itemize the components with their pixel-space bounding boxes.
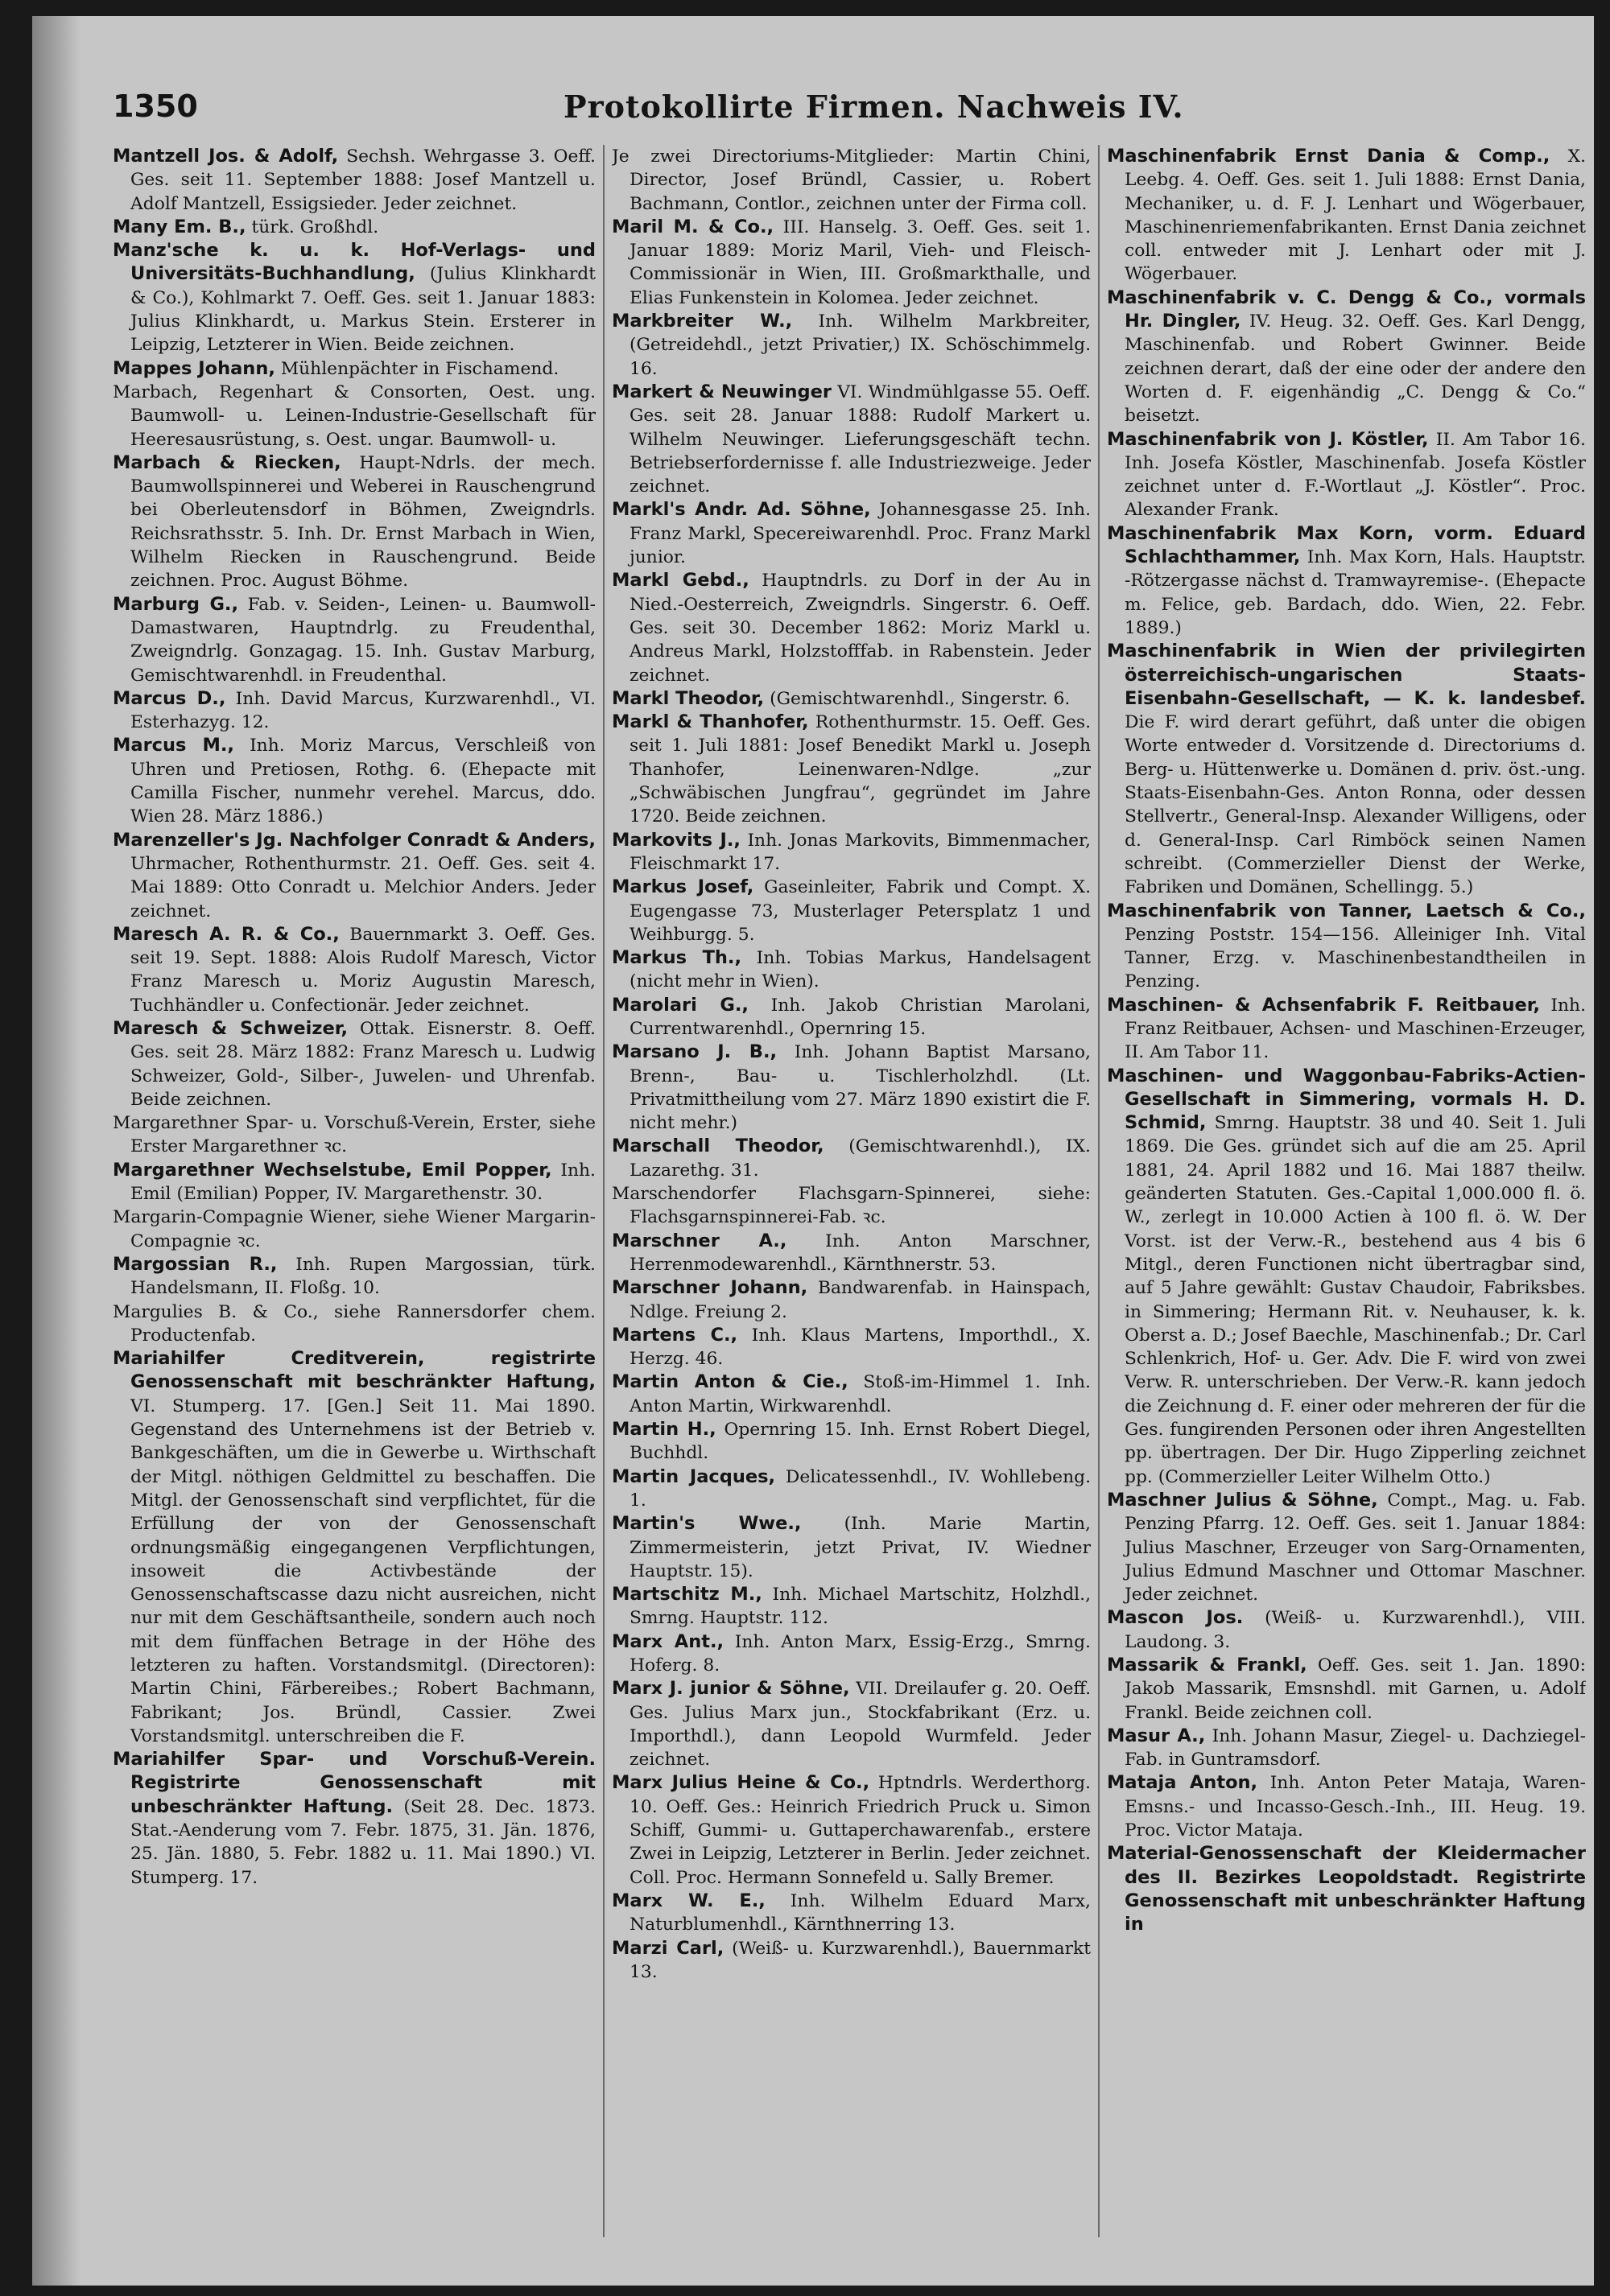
directory-entry [612, 994, 1091, 1041]
entry-details: Hauptndrls. zu Dorf in der Au in Nied.-Oesterreich, Zweigndrls. Singerstr. 6. Oeff. Ges. seit 30. December 1862: Moriz Markl u. Andreus Markl, Holzstofffab. in Rabenstein. Jeder zeichnet. [630, 571, 1091, 686]
directory-entry [612, 1324, 1091, 1371]
entry-details: Inh. Anton Marschner, Herrenmodewarenhdl., Kärnthnerstr. 53. [630, 1230, 1091, 1275]
directory-entry [612, 1465, 1091, 1513]
running-title: Protokollirte Firmen. Nachweis IV. [564, 89, 1184, 125]
entry-details: Johannesgasse 25. Inh. Franz Markl, Specereiwarenhdl. Proc. Franz Markl junior. [630, 500, 1091, 568]
firm-name: Marx W. E., [612, 1890, 766, 1911]
directory-entry [113, 381, 596, 451]
firm-name: Maschinenfabrik v. C. Dengg & Co., vormals Hr. Dingler, [1107, 286, 1586, 332]
firm-name: Margarethner Wechselstube, Emil Popper, [113, 1159, 552, 1181]
entry-details: (Inh. Marie Martin, Zimmermeisterin, jetzt Privat, IV. Wiedner Hauptstr. 15). [630, 1514, 1091, 1581]
entry-details: Inh. Johann Masur, Ziegel- u. Dachziegel-Fab. in Guntramsdorf. [1125, 1725, 1586, 1770]
directory-page [32, 16, 1594, 2286]
entry-details: III. Hanselg. 3. Oeff. Ges. seit 1. Januar 1889: Moriz Maril, Vieh- und Fleisch-Commissionär in Wien, III. Großmarkthalle, und Elias Funkenstein in Kolomea. Jeder zeichnet. [630, 216, 1091, 308]
entry-details: (Weiß- u. Kurzwarenhdl.), VIII. Laudong. 3. [1125, 1608, 1586, 1652]
entry-details: Inh. Klaus Martens, Importhdl., X. Herzg. 46. [630, 1325, 1091, 1370]
directory-entry [612, 1418, 1091, 1465]
firm-name: Maschinen- & Achsenfabrik F. Reitbauer, [1107, 994, 1541, 1016]
directory-entry [113, 1253, 596, 1301]
directory-entry [612, 569, 1091, 686]
column-1 [113, 145, 596, 2253]
directory-entry [1107, 1771, 1586, 1842]
entry-details: Marbach, Regenhart & Consorten, Oest. ung. Baumwoll- u. Leinen-Industrie-Gesellschaft für Heeresausrüstung, s. Oest. ungar. Baumwoll- u. [113, 381, 596, 450]
entry-details: Smrng. Hauptstr. 38 und 40. Seit 1. Juli 1869. Die Ges. gründet sich auf die am 25. April 1881, 24. April 1882 und 16. Mai 1887 theilw. geänderten Statuten. Ges.-Capital 1,000.000 fl. ö. W., zerlegt in 10.000 Actien à 100 fl. ö. W. Der Vorst. ist der Verw.-R., bestehend aus 4 bis 6 Mitgl., deren Functionen nicht übertragbar sind, auf 5 Jahre gewählt: Gustav Chaudoir, Fabriksbes. in Simmering; Hermann Rit. v. Neuhauser, k. k. Oberst a. D.; Josef Baechle, Maschinenfab.; Dr. Carl Schlenkrich, Hof- u. Ger. Adv. Die F. wird von zwei Verw. R. unterschrieben. Der Verw.-R. kann jedoch die Zeichnung d. F. einer oder mehreren der für die Ges. fungirenden Personen oder ihren Angestellten pp. übertragen. Der Dir. Hugo Zipperling zeichnet pp. (Commerzieller Leiter Wilhelm Otto.) [1125, 1113, 1586, 1487]
directory-entry [612, 1182, 1091, 1230]
firm-name: Maresch A. R. & Co., [113, 923, 340, 945]
directory-entry [113, 923, 596, 1017]
entry-details: Hptndrls. Werderthorg. 10. Oeff. Ges.: Heinrich Friedrich Pruck u. Simon Schiff, Gummi- u. Guttaperchawarenfab., erstere Zwei in Leipzig, Letzterer in Berlin. Jeder zeichnet. Coll. Proc. Hermann Sonnefeld u. Sally Bremer. [630, 1773, 1091, 1888]
firm-name: Marburg G., [113, 593, 239, 615]
directory-entry [612, 1771, 1091, 1889]
firm-name: Mantzell Jos. & Adolf, [113, 146, 339, 167]
firm-name: Manz'sche k. u. k. Hof-Verlags- und Universitäts-Buchhandlung, [113, 240, 596, 285]
directory-entry [1107, 994, 1586, 1065]
firm-name: Maschinenfabrik Max Korn, vorm. Eduard Schlachthammer, [1107, 522, 1586, 568]
firm-name: Martin H., [612, 1419, 716, 1441]
entry-details: Margarethner Spar- u. Vorschuß-Verein, Erster, siehe Erster Margarethner ꝛc. [113, 1113, 596, 1157]
entry-details: türk. Großhdl. [246, 216, 379, 237]
firm-name: Massarik & Frankl, [1107, 1655, 1307, 1676]
entry-details: IV. Heug. 32. Oeff. Ges. Karl Dengg, Maschinenfab. und Robert Gwinner. Beide zeichnen derart, daß der eine oder der andere den Worten d. F. eigenhändig „C. Dengg & Co.“ beisetzt. [1125, 311, 1586, 427]
entry-details: (Weiß- u. Kurzwarenhdl.), Bauernmarkt 13. [630, 1938, 1091, 1982]
entry-details: Delicatessenhdl., IV. Wohllebeng. 1. [630, 1466, 1091, 1511]
firm-name: Marschall Theodor, [612, 1136, 824, 1157]
directory-entry [1107, 145, 1586, 286]
firm-name: Marzi Carl, [612, 1937, 724, 1959]
firm-name: Markl Gebd., [612, 570, 749, 592]
directory-entry [612, 216, 1091, 310]
entry-details: (Seit 28. Dec. 1873. Stat.-Aenderung vom 7. Febr. 1875, 31. Jän. 1876, 25. Jän. 1880, 5. Febr. 1882 u. 11. Mai 1890.) VI. Stumperg. 17. [130, 1796, 596, 1888]
directory-entry [612, 1937, 1091, 1985]
directory-entry [113, 239, 596, 357]
directory-entry [1107, 1065, 1586, 1489]
column-3 [1107, 145, 1586, 2253]
entry-details: Sechsh. Wehrgasse 3. Oeff. Ges. seit 11. September 1888: Josef Mantzell u. Adolf Mantzell, Essigsieder. Jeder zeichnet. [130, 146, 596, 214]
firm-name: Maschinen- und Waggonbau-Fabriks-Actien-Gesellschaft in Simmering, vormals H. D. Schmid, [1107, 1065, 1586, 1134]
firm-name: Many Em. B., [113, 216, 246, 237]
directory-entry [113, 1748, 596, 1890]
firm-name: Martin's Wwe., [612, 1513, 802, 1535]
directory-entry [113, 145, 596, 216]
firm-name: Maschinenfabrik von Tanner, Laetsch & Co., [1107, 900, 1586, 921]
entry-details: Inh. Max Korn, Hals. Hauptstr. -Rötzergasse nächst d. Tramwayremise-. (Ehepacte m. Felice, geb. Bardach, ddo. Wien, 22. Febr. 1889.) [1125, 547, 1586, 638]
directory-entry [113, 1017, 596, 1111]
directory-entry [612, 1371, 1091, 1418]
directory-entry [113, 451, 596, 593]
directory-entry [612, 381, 1091, 498]
firm-name: Marcus D., [113, 687, 226, 709]
firm-name: Markert & Neuwinger [612, 381, 832, 402]
entry-details: Marschendorfer Flachsgarn-Spinnerei, siehe: Flachsgarnspinnerei-Fab. ꝛc. [612, 1184, 1091, 1228]
page-header [113, 89, 1578, 137]
directory-entry [612, 498, 1091, 569]
firm-name: Marcus M., [113, 735, 234, 756]
entry-details: Inh. Tobias Markus, Handelsagent (nicht mehr in Wien). [630, 948, 1091, 992]
entry-details: (Julius Klinkhardt & Co.), Kohlmarkt 7. Oeff. Ges. seit 1. Januar 1883: Julius Klinkhardt, u. Markus Stein. Ersterer in Leipzig, Letzterer in Wien. Beide zeichnen. [130, 264, 596, 356]
directory-entry [612, 1583, 1091, 1630]
entry-details: Uhrmacher, Rothenthurmstr. 21. Oeff. Ges. seit 4. Mai 1889: Otto Conradt u. Melchior Anders. Jeder zeichnet. [130, 853, 596, 921]
entry-details: Penzing Poststr. 154—156. Alleiniger Inh. Vital Tanner, Erzg. v. Maschinenbestandtheilen in Penzing. [1125, 924, 1586, 992]
firm-name: Markovits J., [612, 829, 741, 851]
firm-name: Maschinenfabrik von J. Köstler, [1107, 428, 1429, 450]
firm-name: Martin Anton & Cie., [612, 1371, 848, 1393]
firm-name: Markbreiter W., [612, 311, 793, 332]
entry-details: II. Am Tabor 16. Inh. Josefa Köstler, Maschinenfab. Josefa Köstler zeichnet unter d. F.-Wortlaut „J. Köstler“. Proc. Alexander Frank. [1125, 429, 1586, 521]
entry-details: Bauernmarkt 3. Oeff. Ges. seit 19. Sept. 1888: Alois Rudolf Maresch, Victor Franz Maresch u. Moriz Augustin Maresch, Tuchhändler u. Confectionär. Jeder zeichnet. [130, 924, 596, 1016]
entry-details: VI. Windmühlgasse 55. Oeff. Ges. seit 28. Januar 1888: Rudolf Markert u. Wilhelm Neuwinger. Lieferungsgeschäft techn. Betriebserfordernisse f. alle Industriezweige. Jeder zeichnet. [630, 381, 1091, 497]
entry-details: Inh. Jonas Markovits, Bimmenmacher, Fleischmarkt 17. [630, 830, 1091, 874]
firm-name: Marschner Johann, [612, 1277, 808, 1299]
entry-details: Inh. David Marcus, Kurzwarenhdl., VI. Esterhazyg. 12. [130, 688, 596, 733]
firm-name: Martschitz M., [612, 1584, 762, 1606]
directory-entry [113, 357, 596, 381]
page-number: 1350 [113, 89, 198, 124]
entry-details: Inh. Johann Baptist Marsano, Brenn-, Bau- u. Tischlerholzhdl. (Lt. Privatmittheilung vom 27. März 1890 existirt die F. nicht mehr.) [630, 1042, 1091, 1134]
directory-entry [612, 310, 1091, 381]
directory-entry [612, 1041, 1091, 1135]
firm-name: Mascon Jos. [1107, 1607, 1244, 1629]
directory-entry [612, 145, 1091, 216]
directory-entry [1107, 1489, 1586, 1606]
directory-entry [113, 1301, 596, 1348]
firm-name: Markus Josef, [612, 876, 754, 898]
entry-details: Inh. Franz Reitbauer, Achsen- und Maschinen-Erzeuger, II. Am Tabor 11. [1125, 995, 1586, 1063]
firm-name: Marenzeller's Jg. Nachfolger Conradt & Anders, [113, 829, 596, 851]
directory-entry [113, 734, 596, 828]
directory-entry [612, 829, 1091, 876]
directory-entry [1107, 640, 1586, 899]
firm-name: Marx Ant., [612, 1630, 724, 1652]
firm-name: Martin Jacques, [612, 1465, 776, 1487]
directory-entry [612, 1512, 1091, 1583]
directory-entry [113, 593, 596, 687]
firm-name: Maril M. & Co., [612, 216, 774, 237]
directory-entry [113, 1159, 596, 1206]
entry-details: Ottak. Eisnerstr. 8. Oeff. Ges. seit 28. März 1882: Franz Maresch u. Ludwig Schweizer, Gold-, Silber-, Juwelen- und Uhrenfab. Beide zeichnen. [130, 1018, 596, 1110]
firm-name: Mappes Johann, [113, 357, 275, 379]
directory-entry [1107, 428, 1586, 522]
directory-entry [612, 687, 1091, 711]
firm-name: Margossian R., [113, 1253, 278, 1275]
firm-name: Maschner Julius & Söhne, [1107, 1489, 1378, 1511]
entry-details: Oeff. Ges. seit 1. Jan. 1890: Jakob Massarik, Emsnshdl. mit Garnen, u. Adolf Frankl. Beide zeichnen coll. [1125, 1655, 1586, 1723]
entry-details: Inh. Rupen Margossian, türk. Handelsmann, II. Floßg. 10. [130, 1254, 596, 1299]
directory-entry [612, 1630, 1091, 1678]
directory-entry [113, 829, 596, 923]
firm-name: Mariahilfer Creditverein, registrirte Genossenschaft mit beschränkter Haftung, [113, 1348, 596, 1393]
page-edge-shadow [32, 16, 80, 2286]
directory-entry [1107, 1725, 1586, 1772]
firm-name: Marolari G., [612, 994, 749, 1016]
directory-entry [1107, 1606, 1586, 1654]
directory-entry [1107, 522, 1586, 640]
entry-details: Inh. Wilhelm Eduard Marx, Naturblumenhdl., Kärnthnerring 13. [630, 1890, 1091, 1935]
directory-entry [612, 1890, 1091, 1937]
directory-entry [612, 876, 1091, 946]
firm-name: Maresch & Schweizer, [113, 1017, 349, 1039]
directory-entry [612, 1276, 1091, 1324]
entry-details: Rothenthurmstr. 15. Oeff. Ges. seit 1. Juli 1881: Josef Benedikt Markl u. Joseph Thanhofer, Leinenwaren-Ndlge. „zur „Schwäbischen Jungfrau“, gegründet im Jahre 1720. Beide zeichnen. [630, 712, 1091, 827]
entry-details: (Gemischtwarenhdl.), IX. Lazarethg. 31. [630, 1136, 1091, 1181]
directory-entry [1107, 1842, 1586, 1936]
firm-name: Maschinenfabrik in Wien der privilegirten österreichisch-ungarischen Staats-Eisenbahn-Gesellschaft, — K. k. landesbef. [1107, 641, 1586, 709]
entry-details: Stoß-im-Himmel 1. Inh. Anton Martin, Wirkwarenhdl. [630, 1372, 1091, 1416]
entry-details: Opernring 15. Inh. Ernst Robert Diegel, Buchhdl. [630, 1420, 1091, 1464]
directory-entry [113, 1111, 596, 1159]
entry-details: Haupt-Ndrls. der mech. Baumwollspinnerei und Weberei in Rauschengrund bei Oberleutensdorf in Böhmen, Zweigndrls. Reichsrathsstr. 5. Inh. Dr. Ernst Marbach in Wien, Wilhelm Riecken in Rauschengrund. Beide zeichnen. Proc. August Böhme. [130, 452, 596, 592]
entry-details: Compt., Mag. u. Fab. Penzing Pfarrg. 12. Oeff. Ges. seit 1. Januar 1884: Julius Maschner, Erzeuger von Sarg-Ornamenten, Julius Edmund Maschner und Ottomar Maschner. Jeder zeichnet. [1125, 1490, 1586, 1606]
entry-details: VI. Stumperg. 17. [Gen.] Seit 11. Mai 1890. Gegenstand des Unternehmens ist der Betrieb v. Bankgeschäften, um die in Gewerbe u. Wirthschaft der Mitgl. nöthigen Geldmittel zu beschaffen. Die Mitgl. der Genossenschaft sind verpflichtet, für die Erfüllung der von der Genossenschaft ordnungsmäßig eingegangenen Verpflichtungen, insoweit die Activbestände der Genossenschaftscasse dazu nicht ausreichen, nicht nur mit dem Geschäftsantheile, sondern auch noch mit dem fünffachen Betrage in der Höhe des letzteren zu haften. Vorstandsmitgl. (Directoren): Martin Chini, Färbereibes.; Robert Bachmann, Fabrikant; Jos. Bründl, Cassier. Zwei Vorstandsmitgl. unterschreiben die F. [130, 1395, 596, 1746]
directory-entry [113, 1206, 596, 1253]
entry-details: X. Leebg. 4. Oeff. Ges. seit 1. Juli 1888: Ernst Dania, Mechaniker, u. d. F. J. Lenhart und Wögerbauer, Maschinenriemenfabrikanten. Ernst Dania zeichnet coll. entweder mit J. Lenhart oder mit J. Wögerbauer. [1125, 146, 1586, 285]
firm-name: Markl Theodor, [612, 687, 765, 709]
entry-details: Inh. Michael Martschitz, Holzhdl., Smrng. Hauptstr. 112. [630, 1585, 1091, 1629]
entry-details: Inh. Jakob Christian Marolani, Currentwarenhdl., Opernring 15. [630, 995, 1091, 1039]
firm-name: Material-Genossenschaft der Kleidermacher des II. Bezirkes Leopoldstadt. Registrirte Genossenschaft mit unbeschränkter Haftung in [1107, 1843, 1586, 1935]
entry-details: Margulies B. & Co., siehe Rannersdorfer chem. Productenfab. [113, 1301, 596, 1346]
firm-name: Markl & Thanhofer, [612, 711, 809, 733]
entry-details: Margarin-Compagnie Wiener, siehe Wiener Margarin-Compagnie ꝛc. [113, 1207, 596, 1251]
directory-entry [1107, 1654, 1586, 1725]
directory-entry [612, 946, 1091, 994]
firm-name: Markl's Andr. Ad. Söhne, [612, 499, 871, 521]
entry-details: Inh. Moriz Marcus, Verschleiß von Uhren und Pretiosen, Rothg. 6. (Ehepacte mit Camilla Fischer, nunmehr verehel. Marcus, ddo. Wien 28. März 1886.) [130, 736, 596, 827]
firm-name: Marx Julius Heine & Co., [612, 1772, 870, 1794]
entry-details: Inh. Wilhelm Markbreiter, (Getreidehdl., jetzt Privatier,) IX. Schöschimmelg. 16. [630, 311, 1091, 379]
firm-name: Marx J. junior & Söhne, [612, 1678, 850, 1700]
directory-entry [113, 687, 596, 735]
directory-entry [113, 216, 596, 239]
entry-details: Inh. Anton Marx, Essig-Erzg., Smrng. Hoferg. 8. [630, 1631, 1091, 1676]
column-2 [612, 145, 1091, 2253]
entry-details: Die F. wird derart geführt, daß unter die obigen Worte entweder d. Vorsitzende d. Directoriums d. Berg- u. Hüttenwerke u. Domänen d. priv. öst.-ung. Staats-Eisenbahn-Ges. Anton Ronna, oder dessen Stellvertr., General-Insp. Alexander Willigens, oder d. General-Insp. Carl Rimböck seinen Namen schreibt. (Commerzieller Dienst der Werke, Fabriken und Domänen, Schellingg. 5.) [1125, 712, 1586, 898]
entry-details: Inh. Emil (Emilian) Popper, IV. Margarethenstr. 30. [130, 1160, 596, 1205]
directory-entry [1107, 286, 1586, 428]
directory-entry [612, 711, 1091, 828]
firm-name: Markus Th., [612, 947, 742, 969]
entry-details: Je zwei Directoriums-Mitglieder: Martin Chini, Director, Josef Bründl, Cassier, u. Robert Bachmann, Contlor., zeichnen unter der Firma coll. [612, 146, 1091, 214]
firm-name: Marbach & Riecken, [113, 451, 341, 473]
entry-details: (Gemischtwarenhdl., Singerstr. 6. [764, 688, 1071, 709]
directory-entry [113, 1347, 596, 1748]
directory-entry [612, 1135, 1091, 1182]
firm-name: Mariahilfer Spar- und Vorschuß-Verein. Registrirte Genossenschaft mit unbeschränkter Haftung. [113, 1749, 596, 1817]
entry-details: Mühlenpächter in Fischamend. [275, 358, 559, 379]
entry-details: Gaseinleiter, Fabrik und Compt. X. Eugengasse 73, Musterlager Petersplatz 1 und Weihburgg. 5. [630, 877, 1091, 945]
directory-entry [1107, 900, 1586, 994]
firm-name: Mataja Anton, [1107, 1772, 1258, 1794]
entry-details: Bandwarenfab. in Hainspach, Ndlge. Freiung 2. [630, 1278, 1091, 1322]
firm-name: Martens C., [612, 1324, 738, 1346]
directory-entry [612, 1230, 1091, 1277]
entry-details: Fab. v. Seiden-, Leinen- u. Baumwoll-Damastwaren, Hauptndrlg. zu Freudenthal, Zweigndrlg. Gonzagag. 15. Inh. Gustav Marburg, Gemischtwarenhdl. in Freudenthal. [130, 594, 596, 686]
firm-name: Marsano J. B., [612, 1041, 778, 1063]
column-divider [603, 145, 605, 2237]
directory-entry [612, 1677, 1091, 1771]
firm-name: Masur A., [1107, 1725, 1206, 1746]
entry-details: VII. Dreilaufer g. 20. Oeff. Ges. Julius Marx jun., Stockfabrikant (Erz. u. Importhdl.), dann Leopold Wurmfeld. Jeder zeichnet. [630, 1679, 1091, 1770]
column-divider [1098, 145, 1100, 2237]
firm-name: Marschner A., [612, 1230, 787, 1251]
firm-name: Maschinenfabrik Ernst Dania & Comp., [1107, 146, 1550, 167]
entry-details: Inh. Anton Peter Mataja, Waren-Emsns.- und Incasso-Gesch.-Inh., III. Heug. 19. Proc. Victor Mataja. [1125, 1773, 1586, 1841]
